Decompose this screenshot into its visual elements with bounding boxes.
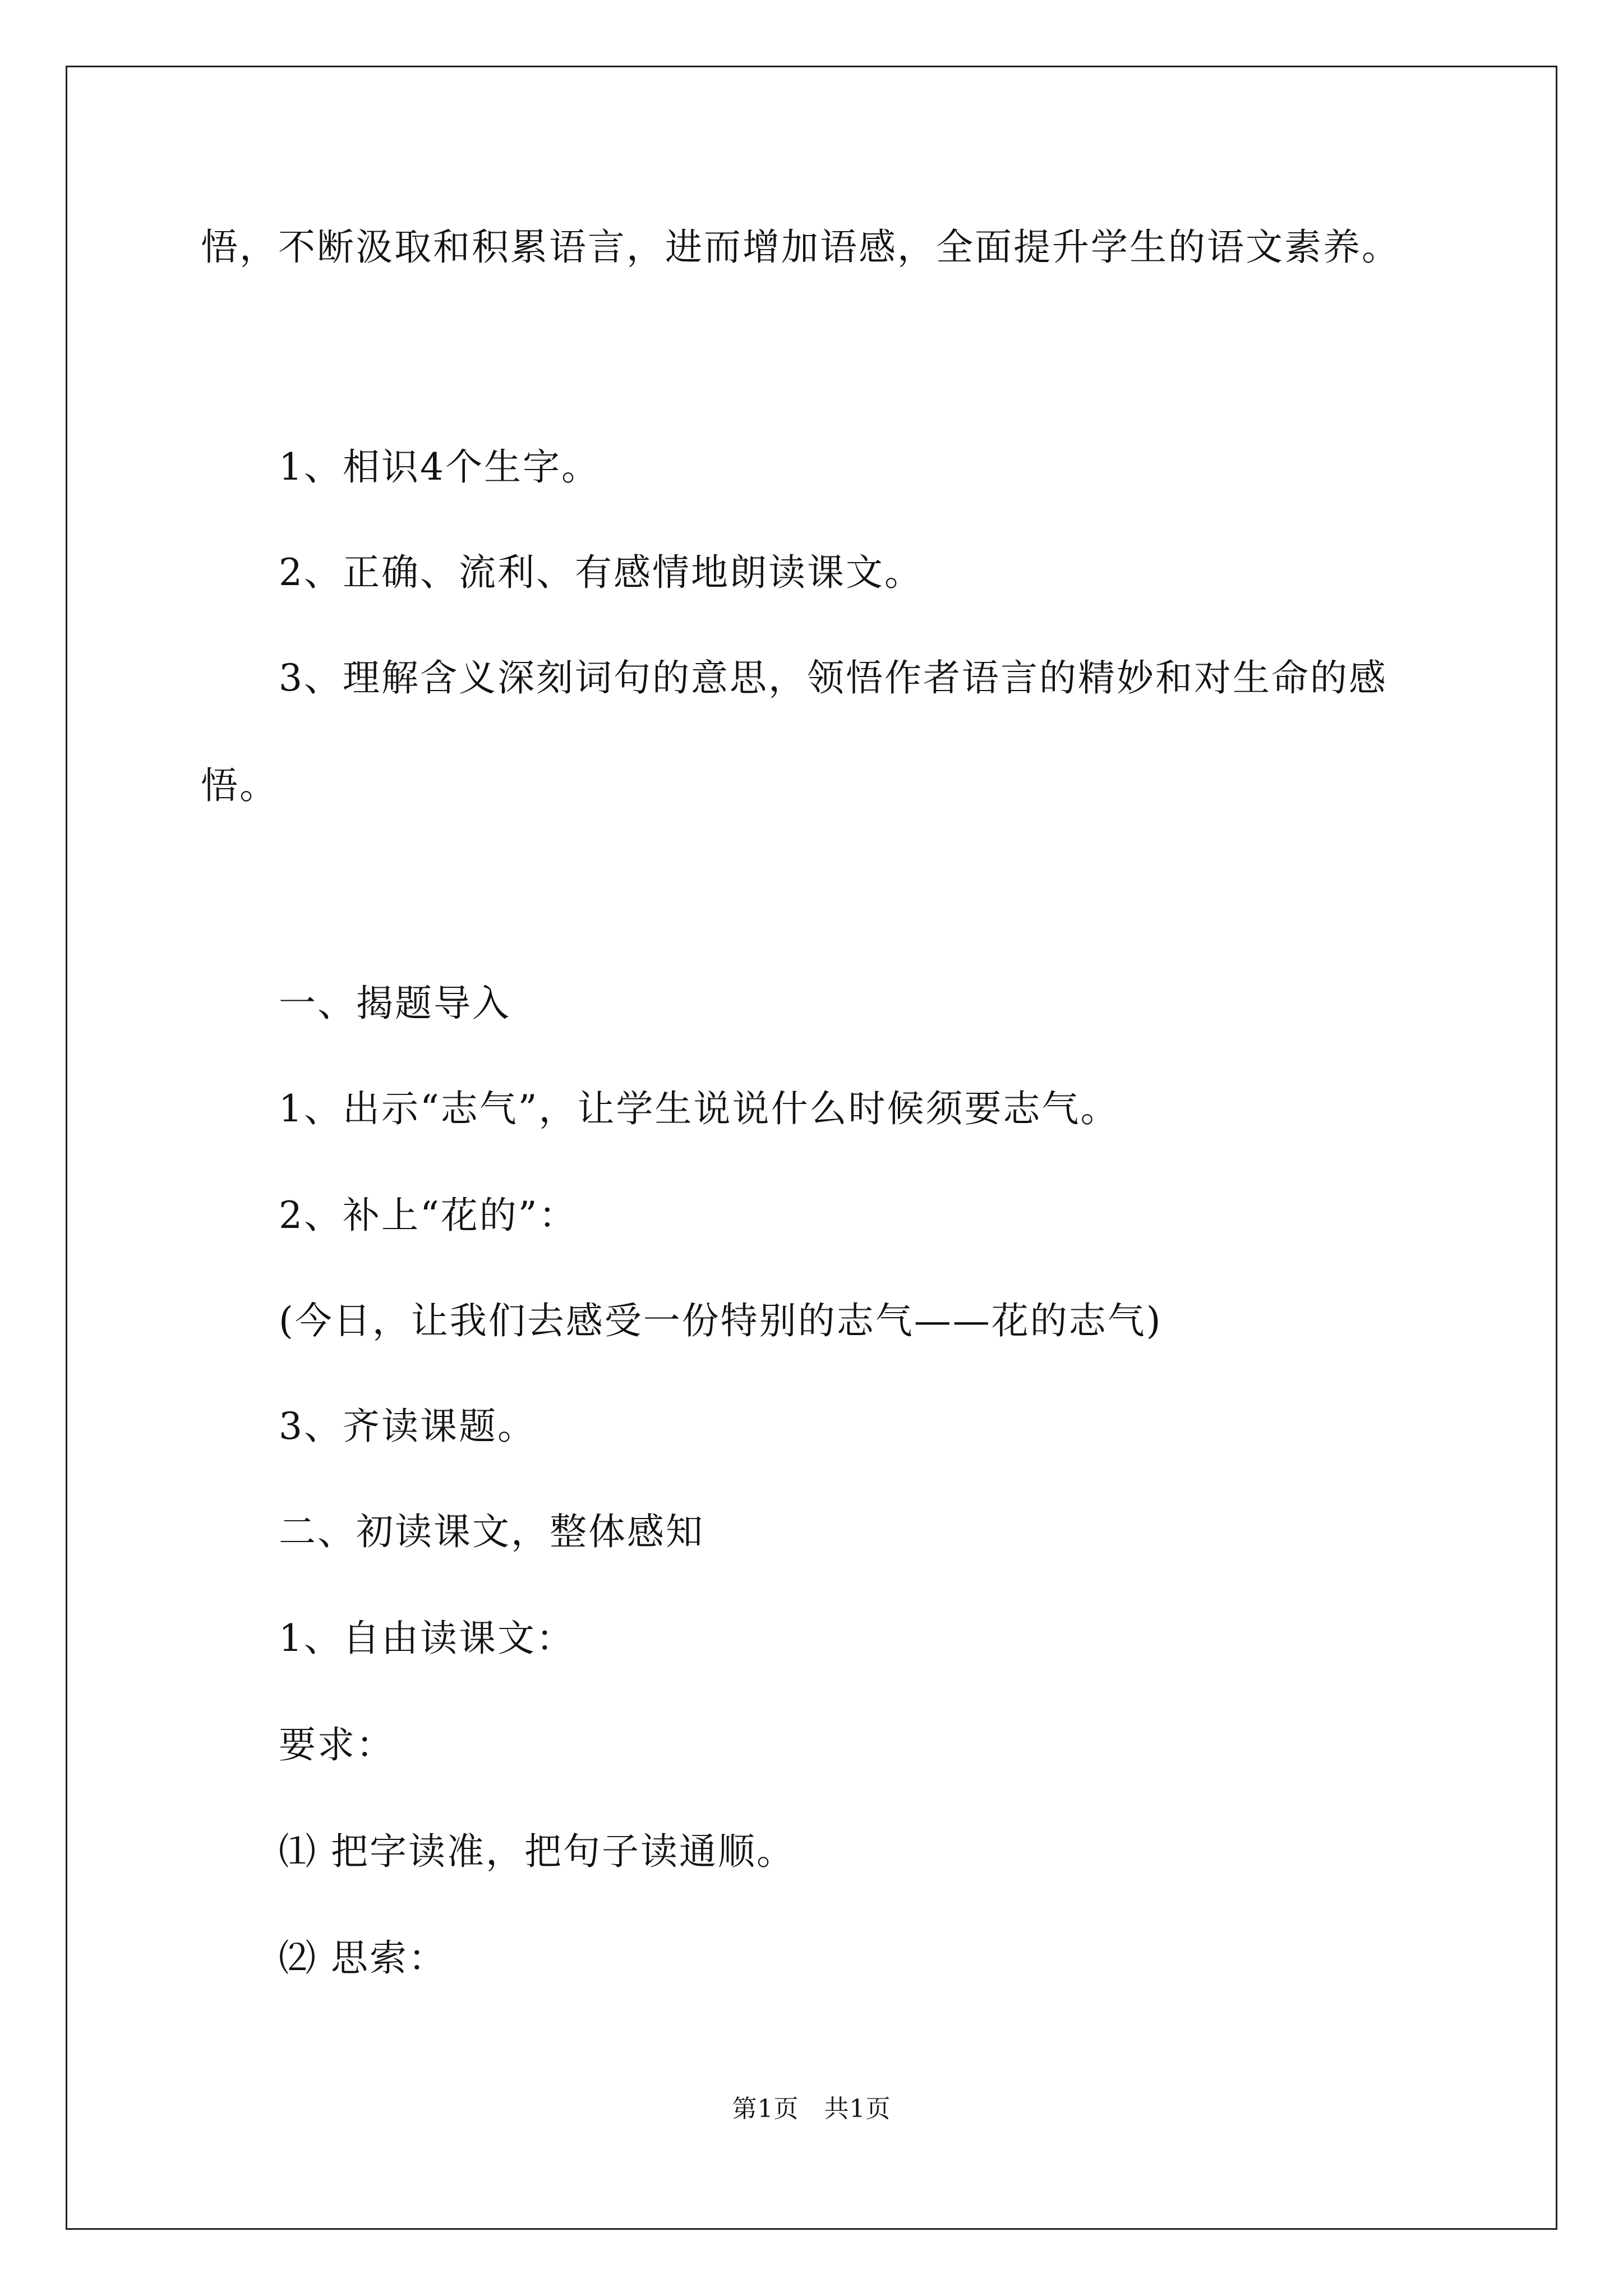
paragraph: 1、相识4个生字。 — [279, 445, 600, 489]
section-heading: 二、初读课文，整体感知 — [279, 1510, 704, 1553]
section-heading: 一、揭题导入 — [279, 982, 511, 1025]
paragraph: 要求： — [279, 1723, 395, 1766]
paragraph: 悟，不断汲取和积累语言，进而增加语感，全面提升学生的语文素养。 — [201, 226, 1400, 269]
paragraph: 悟。 — [201, 764, 278, 807]
paragraph: 3、齐读课题。 — [279, 1405, 536, 1448]
paragraph: 1、自由读课文： — [279, 1617, 575, 1660]
page-footer: 第1页 共1页 — [732, 2095, 891, 2123]
paragraph: 2、补上“花的”： — [279, 1194, 578, 1237]
paragraph: 1、出示“志气”，让学生说说什么时候须要志气。 — [279, 1087, 1119, 1130]
paragraph: ⑵ 思索： — [279, 1936, 447, 1980]
page-border — [66, 66, 1557, 2230]
paragraph: 3、理解含义深刻词句的意思，领悟作者语言的精妙和对生命的感 — [279, 656, 1387, 700]
paragraph: (今日，让我们去感受一份特别的志气——花的志气) — [279, 1299, 1163, 1342]
paragraph: ⑴ 把字读准，把句子读通顺。 — [279, 1830, 795, 1873]
paragraph: 2、正确、流利、有感情地朗读课文。 — [279, 551, 923, 594]
